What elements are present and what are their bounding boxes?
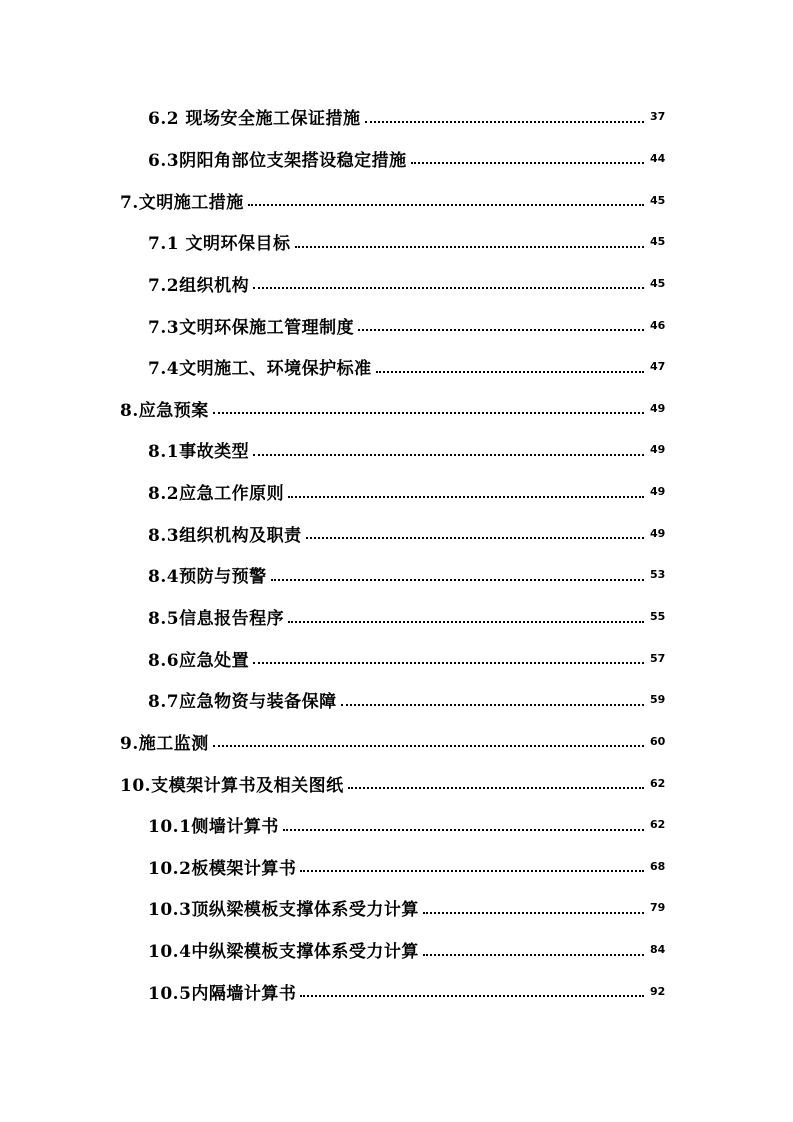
toc-entry-page-number: 53 <box>650 568 666 582</box>
dot-leader <box>348 787 644 789</box>
toc-entry-label: 8.6应急处置 <box>148 646 251 671</box>
toc-entry-page-number: 60 <box>650 734 666 748</box>
toc-entry-label: 8.4预防与预警 <box>148 562 269 587</box>
dot-leader <box>423 912 644 914</box>
dot-leader <box>358 329 644 331</box>
toc-entry-page-number: 59 <box>650 693 666 707</box>
toc-entry[interactable] <box>0 138 793 180</box>
toc-entry-label: 7.3文明环保施工管理制度 <box>148 313 356 338</box>
toc-entry-label: 10.2板模架计算书 <box>148 854 298 879</box>
toc-entry[interactable] <box>0 263 793 305</box>
toc-entry[interactable] <box>0 970 793 1012</box>
toc-entry-label: 10.支模架计算书及相关图纸 <box>120 771 346 796</box>
toc-entry-page-number: 57 <box>650 651 666 665</box>
toc-entry[interactable] <box>0 346 793 388</box>
toc-entry-page-number: 62 <box>650 818 666 832</box>
toc-entry-label: 6.3阴阳角部位支架搭设稳定措施 <box>148 146 409 171</box>
toc-entry-page-number: 49 <box>650 526 666 540</box>
toc-entry-label: 10.3顶纵梁模板支撑体系受力计算 <box>148 895 421 920</box>
dot-leader <box>283 829 644 831</box>
toc-entry[interactable] <box>0 679 793 721</box>
toc-entry[interactable] <box>0 304 793 346</box>
toc-entry[interactable] <box>0 596 793 638</box>
dot-leader <box>213 745 644 747</box>
toc-entry-label: 7.1 文明环保目标 <box>148 229 293 254</box>
toc-entry-page-number: 68 <box>650 859 666 873</box>
toc-entry[interactable] <box>0 554 793 596</box>
dot-leader <box>306 537 644 539</box>
dot-leader <box>376 371 644 373</box>
dot-leader <box>271 579 644 581</box>
dot-leader <box>253 454 644 456</box>
toc-entry[interactable] <box>0 762 793 804</box>
dot-leader <box>423 954 644 956</box>
dot-leader <box>300 870 644 872</box>
dot-leader <box>253 287 644 289</box>
toc-entry-label: 8.应急预案 <box>120 396 211 421</box>
dot-leader <box>411 162 644 164</box>
dot-leader <box>213 412 644 414</box>
toc-entry-label: 7.2组织机构 <box>148 271 251 296</box>
toc-entry-page-number: 45 <box>650 276 666 290</box>
toc-entry-label: 10.1侧墙计算书 <box>148 812 281 837</box>
toc-entry-page-number: 49 <box>650 485 666 499</box>
toc-entry-page-number: 62 <box>650 776 666 790</box>
table-of-contents <box>0 96 793 1012</box>
toc-entry[interactable] <box>0 221 793 263</box>
toc-entry-page-number: 44 <box>650 151 666 165</box>
toc-entry-page-number: 37 <box>650 110 666 124</box>
dot-leader <box>253 662 644 664</box>
dot-leader <box>300 995 644 997</box>
toc-entry-page-number: 49 <box>650 443 666 457</box>
dot-leader <box>295 246 645 248</box>
toc-entry-page-number: 47 <box>650 360 666 374</box>
toc-entry[interactable] <box>0 96 793 138</box>
toc-entry-label: 8.5信息报告程序 <box>148 604 286 629</box>
toc-entry-label: 8.1事故类型 <box>148 437 251 462</box>
toc-entry[interactable] <box>0 721 793 763</box>
toc-entry-label: 6.2 现场安全施工保证措施 <box>148 104 363 129</box>
toc-entry-label: 7.4文明施工、环境保护标准 <box>148 354 374 379</box>
toc-entry-page-number: 79 <box>650 901 666 915</box>
toc-entry-page-number: 92 <box>650 984 666 998</box>
toc-entry[interactable] <box>0 471 793 513</box>
toc-entry-label: 10.5内隔墙计算书 <box>148 979 298 1004</box>
toc-entry[interactable] <box>0 179 793 221</box>
toc-entry-page-number: 49 <box>650 401 666 415</box>
dot-leader <box>288 496 644 498</box>
toc-entry-page-number: 55 <box>650 610 666 623</box>
toc-entry[interactable] <box>0 429 793 471</box>
toc-entry[interactable] <box>0 929 793 971</box>
toc-entry-page-number: 45 <box>650 235 666 249</box>
toc-entry[interactable] <box>0 387 793 429</box>
toc-entry-page-number: 45 <box>650 193 666 207</box>
toc-entry-label: 8.2应急工作原则 <box>148 479 286 504</box>
dot-leader <box>341 704 644 706</box>
toc-entry-page-number: 46 <box>650 318 666 332</box>
dot-leader <box>288 621 644 623</box>
toc-entry[interactable] <box>0 846 793 888</box>
toc-entry-label: 7.文明施工措施 <box>120 188 246 213</box>
toc-entry-page-number: 84 <box>650 943 666 957</box>
toc-entry[interactable] <box>0 637 793 679</box>
toc-entry-label: 9.施工监测 <box>120 729 211 754</box>
toc-entry-label: 10.4中纵梁模板支撑体系受力计算 <box>148 937 421 962</box>
toc-entry-label: 8.7应急物资与装备保障 <box>148 687 339 712</box>
toc-entry[interactable] <box>0 804 793 846</box>
toc-entry[interactable] <box>0 887 793 929</box>
dot-leader <box>365 121 645 123</box>
toc-entry[interactable] <box>0 512 793 554</box>
toc-entry-label: 8.3组织机构及职责 <box>148 521 304 546</box>
dot-leader <box>248 204 644 206</box>
